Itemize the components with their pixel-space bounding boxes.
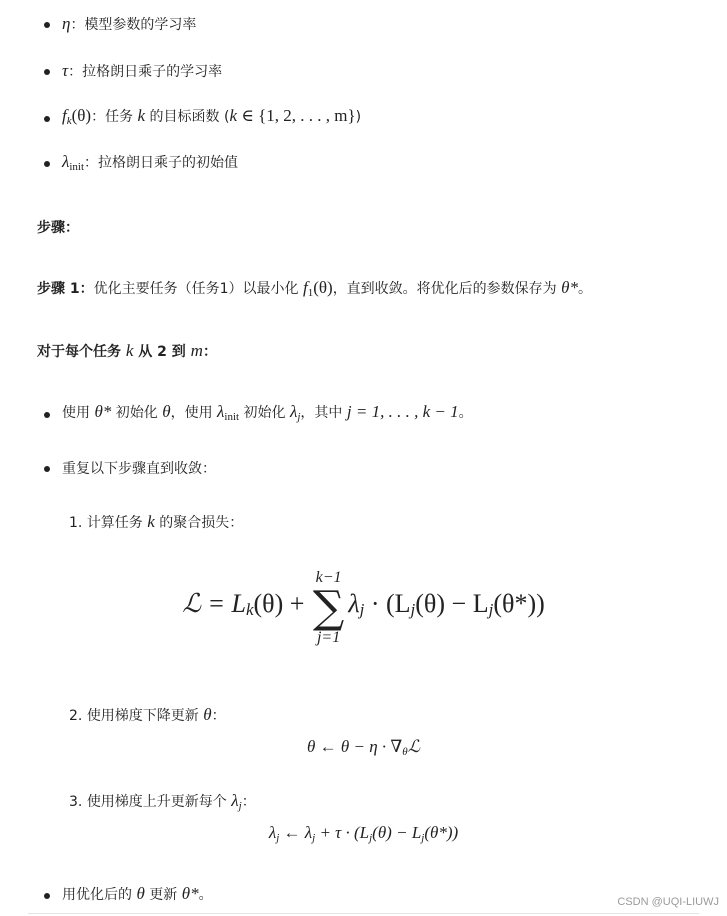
bullet-dot	[44, 116, 50, 122]
bullet-dot	[44, 466, 50, 472]
substep-2: 2. 使用梯度下降更新 θ：	[69, 705, 226, 724]
repeat-bullet: 重复以下步骤直到收敛：	[62, 461, 216, 477]
steps-heading: 步骤：	[37, 220, 79, 236]
divider	[28, 913, 699, 914]
bullet-dot	[44, 161, 50, 167]
substep-3: 3. 使用梯度上升更新每个 $\lambda_j$：	[69, 791, 256, 812]
watermark: CSDN @UQI-LIUWJ	[617, 896, 719, 908]
bullet-dot	[44, 22, 50, 28]
summation: k−1 ∑ j=1	[312, 569, 345, 646]
sigma-icon: ∑	[312, 582, 345, 633]
loop-heading: 对于每个任务 k 从 2 到 m：	[37, 341, 217, 360]
bullet-dot	[44, 69, 50, 75]
lambda-update-equation: $\lambda_j$ ← $\lambda_j + \tau \cdot (L_j(\theta) - L_j(\theta*))$	[268, 823, 459, 844]
theta-update-equation: θ ← $\theta - \eta \cdot \nabla_\theta ℒ$	[307, 737, 420, 758]
param-eta: η：模型参数的学习率	[62, 14, 197, 33]
step1-paragraph: 步骤 1：优化主要任务（任务1）以最小化 $f_1(\theta)$，直到收敛。将优化后的参数保存为 θ*。	[37, 278, 592, 299]
param-fk: $f_k(\theta)$：任务 k 的目标函数 (k ∈ {1, 2, . . . , m})	[62, 106, 362, 127]
bullet-dot	[44, 412, 50, 418]
param-lambda-init: $\lambda_{init}$：拉格朗日乘子的初始值	[62, 152, 239, 173]
param-tau: τ：拉格朗日乘子的学习率	[62, 61, 223, 80]
bullet-dot	[44, 893, 50, 899]
init-bullet: 使用 θ* 初始化 θ，使用 $\lambda_{init}$ 初始化 $\lambda_j$，其中 j = 1, . . . , k − 1。	[62, 402, 473, 423]
loss-equation: ℒ = Lk(θ) + k−1 ∑ j=1 λj · (Lj(θ) − Lj(θ*))	[182, 569, 545, 646]
final-bullet: 用优化后的 θ 更新 θ*。	[62, 884, 213, 903]
substep-1: 1. 计算任务 k 的聚合损失：	[69, 512, 244, 531]
